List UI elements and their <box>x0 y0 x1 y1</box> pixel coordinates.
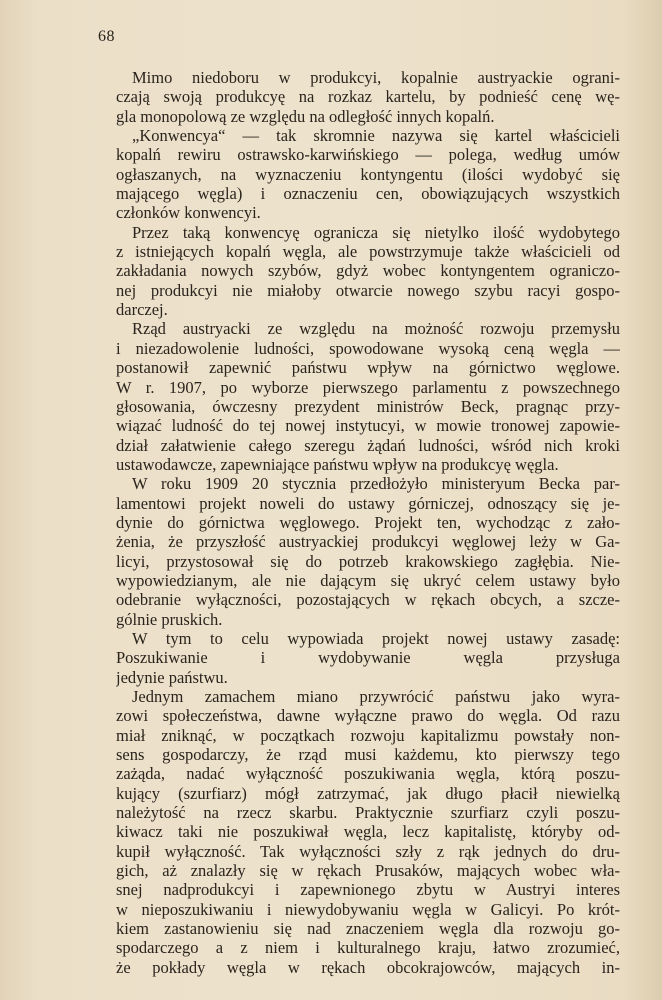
text-line: kupił wyłączność. Tak wyłączności szły z rąk jednych do dru- <box>116 841 620 861</box>
text-line: kiwacz taki nie poszukiwał węgla, lecz kapitalistę, któryby od- <box>116 822 620 842</box>
text-line: ogłaszanych, na wyznaczeniu kontyngentu (ilości wydobyć się <box>116 164 620 184</box>
text-line: wiązać ludność do tej nowej instytucyi, w mowie tronowej zapowie- <box>116 416 620 436</box>
page-number: 68 <box>98 28 115 45</box>
text-line: W r. 1907, po wyborze pierwszego parlamentu z powszechnego <box>116 377 620 397</box>
text-line: wypowiedzianym, ale nie dającym się ukryć celem ustawy było <box>116 570 620 590</box>
text-line: Mimo niedoboru w produkcyi, kopalnie austryackie ograni- <box>132 68 620 87</box>
text-line: miał zniknąć, w początkach rozwoju kapitalizmu powstały non- <box>116 725 620 745</box>
text-line: jedynie państwu. <box>116 667 228 687</box>
text-line: gólnie pruskich. <box>116 609 223 629</box>
text-line: „Konwencya“ — tak skromnie nazywa się kartel właścicieli <box>132 126 620 146</box>
text-line: dynie do górnictwa węglowego. Projekt ten, wychodząc z zało- <box>116 512 620 532</box>
text-line: licyi, przystosował się do potrzeb krakowskiego zagłębia. Nie- <box>116 551 620 571</box>
text-line: snej nadprodukcyi i zapewnionego zbytu w Austryi interes <box>116 880 620 900</box>
text-line: Jednym zamachem miano przywrócić państwu jako wyra- <box>132 687 620 706</box>
text-line: kujący (szurfiarz) mógł zatrzymać, jak długo płacił niewielką <box>116 783 620 803</box>
text-line: zakładania nowych szybów, gdyż wobec kontyngentem ograniczo- <box>116 261 620 281</box>
text-line: należytość na rzecz skarbu. Praktycznie szurfiarz czyli poszu- <box>116 803 620 823</box>
text-line: głosowania, ówczesny prezydent ministrów Beck, pragnąc przy- <box>116 396 620 416</box>
text-line: ustawodawcze, zapewniające państwu wpływ na produkcyę węgla. <box>116 454 559 474</box>
text-line: kiem zastanowieniu się nad znaczeniem węgla dla rozwoju go- <box>116 919 620 939</box>
text-line: mającego węgla) i oznaczeniu cen, obowiązujących wszystkich <box>116 184 620 204</box>
text-line: że pokłady węgla w rękach obcokrajowców, mających in- <box>116 957 620 977</box>
text-line: i niezadowolenie ludności, spowodowane wysoką ceną węgla — <box>116 338 620 358</box>
text-line: Rząd austryacki ze względu na możność rozwoju przemysłu <box>132 319 620 339</box>
text-line: zażąda, nadać wyłączność poszukiwania węgla, którą poszu- <box>116 764 620 784</box>
text-line: W tym to celu wypowiada projekt nowej ustawy zasadę: <box>132 628 620 648</box>
text-line: Przez taką konwencyę ogranicza się nietylko ilość wydobytego <box>132 222 620 242</box>
text-line: dział załatwienie całego szeregu żądań ludności, wśród nich kroki <box>116 435 620 455</box>
text-line: sens gospodarczy, że rząd musi każdemu, kto pierwszy tego <box>116 745 620 765</box>
body-text <box>116 68 620 977</box>
text-line: kopalń rewiru ostrawsko-karwińskiego — polega, według umów <box>116 145 620 165</box>
text-line: gla monopolową ze względu na odległość innych kopalń. <box>116 106 495 126</box>
text-line: darczej. <box>116 300 168 320</box>
text-line: W roku 1909 20 stycznia przedłożyło ministeryum Becka par- <box>132 474 620 494</box>
text-line: z istniejących kopalń węgla, ale powstrzymuje także właścicieli od <box>116 242 620 262</box>
text-line: żenia, że przyszłość austryackiej produkcyi węglowej leży w Ga- <box>116 532 620 552</box>
text-line: odebranie wyłączności, pozostających w rękach obcych, a szcze- <box>116 590 620 610</box>
text-line: czają swoją produkcyę na rozkaz kartelu, by podnieść cenę wę- <box>116 87 620 107</box>
text-line: postanowił zapewnić państwu wpływ na górnictwo węglowe. <box>116 358 620 378</box>
text-line: gich, aż znalazły się w rękach Prusaków, mających wobec wła- <box>116 861 620 881</box>
text-line: nej produkcyi nie miałoby otwarcie nowego szybu racyi gospo- <box>116 280 620 300</box>
text-line: spodarczego a z niem i kulturalnego kraju, łatwo zrozumieć, <box>116 938 620 958</box>
text-line: zowi społeczeństwa, dawne wyłączne prawo do węgla. Od razu <box>116 706 620 726</box>
text-line: lamentowi projekt noweli do ustawy górniczej, odnoszący się je- <box>116 493 620 513</box>
text-line: członków konwencyi. <box>116 203 261 223</box>
text-line: Poszukiwanie i wydobywanie węgla przysługa <box>116 648 620 668</box>
text-line: w nieposzukiwaniu i niewydobywaniu węgla w Galicyi. Po krót- <box>116 899 620 919</box>
